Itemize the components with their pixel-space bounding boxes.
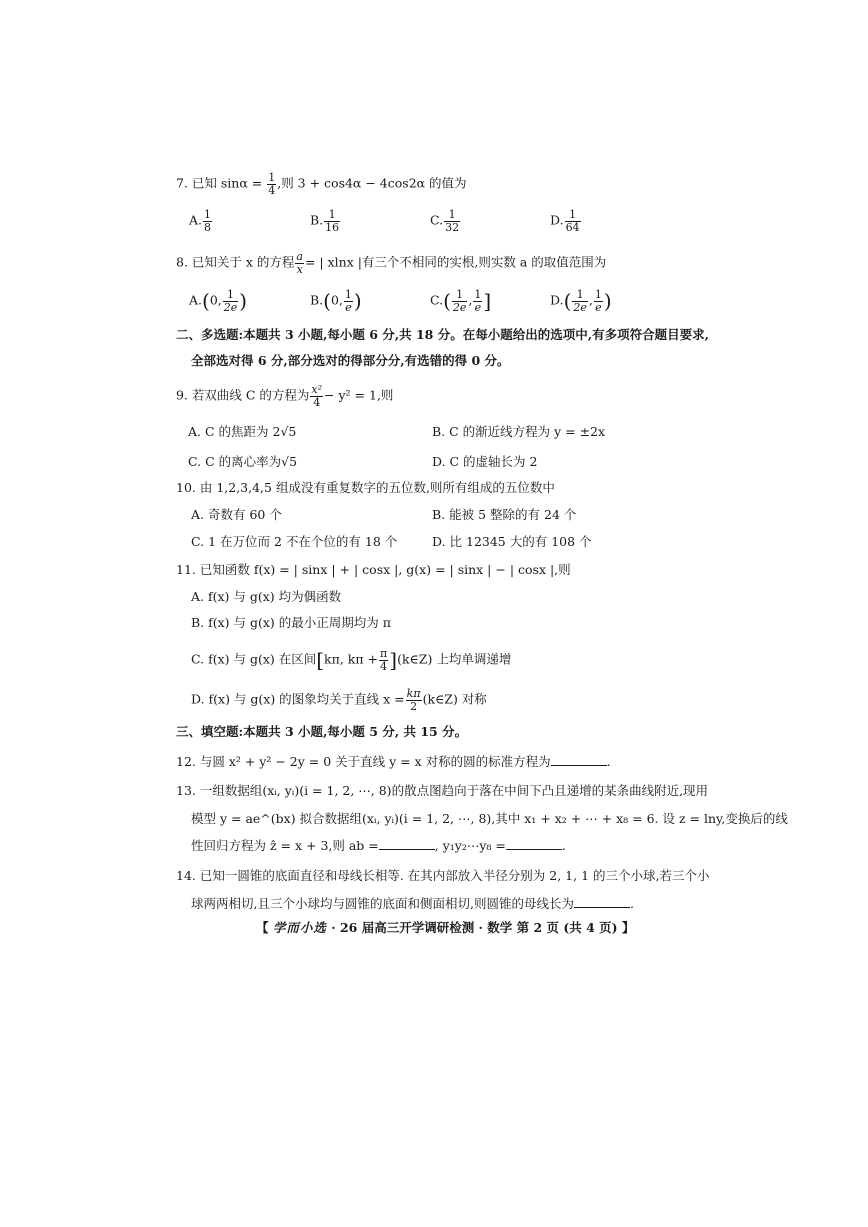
q9-fraction: $\frac{\text{x²}}{4}$ [311, 383, 323, 409]
section3-heading: 三、填空题:本题共 3 小题,每小题 5 分, 共 15 分。 [176, 724, 468, 739]
q9-option-c: C. C 的离心率为√5 [188, 454, 298, 469]
q13-line3: 性回归方程为 ẑ = x + 3,则 ab = , y₁y₂⋯y₈ = . [191, 838, 566, 853]
q8-option-b: B.(0, $\frac{1}{e}$ ) [310, 288, 362, 314]
q9-option-d: D. C 的虚轴长为 2 [432, 454, 538, 469]
q7-option-a: A. $\frac{1}{8}$ [189, 208, 212, 234]
q7-option-b: B. $\frac{1}{16}$ [310, 208, 340, 234]
q14-answer-blank[interactable] [574, 897, 630, 908]
q9-stem: 9. 若双曲线 C 的方程为 $\frac{\text{x²}}{4}$ − y² = 1,则 [176, 383, 394, 409]
q10-option-a: A. 奇数有 60 个 [191, 507, 282, 522]
page-footer: 【 学而小选 · 26 届高三开学调研检测 · 数学 第 2 页 (共 4 页) 】 [256, 920, 635, 935]
q13-answer-blank-1[interactable] [379, 839, 435, 850]
q8-option-d: D.( $\frac{1}{2e}$ , $\frac{1}{e}$ ) [550, 288, 612, 314]
q7-fraction: $\frac{1}{4}$ [268, 171, 276, 197]
q13-line2: 模型 y = ae^(bx) 拟合数据组(xᵢ, yᵢ)(i = 1, 2, ⋯, 8),其中 x₁ + x₂ + ⋯ + x₈ = 6. 设 z = lny,变换后的线 [191, 811, 788, 826]
q11-option-d: D. f(x) 与 g(x) 的图象均关于直线 x = $\frac{k\pi}{2}$ (k∈Z) 对称 [191, 687, 487, 713]
q7-stem: 7. 已知 sinα = $\frac{1}{4}$ ,则 3 + cos4α − 4cos2α 的值为 [176, 171, 467, 197]
section2-heading: 二、多选题:本题共 3 小题,每小题 6 分,共 18 分。在每小题给出的选项中,有多项符合题目要求, [176, 327, 709, 342]
q9-option-b: B. C 的渐近线方程为 y = ±2x [432, 424, 606, 439]
section2-instructions: 全部选对得 6 分,部分选对的得部分分,有选错的得 0 分。 [191, 353, 510, 368]
q8-option-a: A.(0, $\frac{1}{2e}$ ) [189, 288, 248, 314]
q12-answer-blank[interactable] [551, 755, 607, 766]
q12: 12. 与圆 x² + y² − 2y = 0 关于直线 y = x 对称的圆的标准方程为 . [176, 754, 611, 769]
brand-logo: 学而小选 [272, 920, 327, 935]
q10-option-c: C. 1 在万位而 2 不在个位的有 18 个 [191, 534, 398, 549]
q7-option-c: C. $\frac{1}{32}$ [430, 208, 460, 234]
q11-option-b: B. f(x) 与 g(x) 的最小正周期均为 π [191, 615, 391, 630]
q8-option-c: C.( $\frac{1}{2e}$ , $\frac{1}{e}$ ] [430, 288, 492, 314]
q10-stem: 10. 由 1,2,3,4,5 组成没有重复数字的五位数,则所有组成的五位数中 [176, 480, 555, 495]
q13-line1: 13. 一组数据组(xᵢ, yᵢ)(i = 1, 2, ⋯, 8)的散点图趋向于落在中间下凸且递增的某条曲线附近,现用 [176, 783, 709, 798]
q11-option-a: A. f(x) 与 g(x) 均为偶函数 [191, 589, 342, 604]
q11-option-c: C. f(x) 与 g(x) 在区间[kπ, kπ + $\frac{\pi}{4}$ ](k∈Z) 上均单调递增 [191, 647, 512, 673]
q8-fraction: $\frac{a}{x}$ [296, 250, 303, 276]
q14-line2: 球两两相切,且三个小球均与圆锥的底面和侧面相切,则圆锥的母线长为 . [191, 896, 634, 911]
q14-line1: 14. 已知一圆锥的底面直径和母线长相等. 在其内部放入半径分别为 2, 1, 1 的三个小球,若三个小 [176, 868, 710, 883]
q10-option-b: B. 能被 5 整除的有 24 个 [432, 507, 577, 522]
q13-answer-blank-2[interactable] [506, 839, 562, 850]
q8-stem: 8. 已知关于 x 的方程 $\frac{a}{x}$ = | xlnx |有三个不相同的实根,则实数 a 的取值范围为 [176, 250, 607, 276]
q7-option-d: D. $\frac{1}{64}$ [550, 208, 580, 234]
q11-stem: 11. 已知函数 f(x) = | sinx | + | cosx |, g(x) = | sinx | − | cosx |,则 [176, 562, 571, 577]
q9-option-a: A. C 的焦距为 2√5 [188, 424, 297, 439]
q10-option-d: D. 比 12345 大的有 108 个 [432, 534, 592, 549]
